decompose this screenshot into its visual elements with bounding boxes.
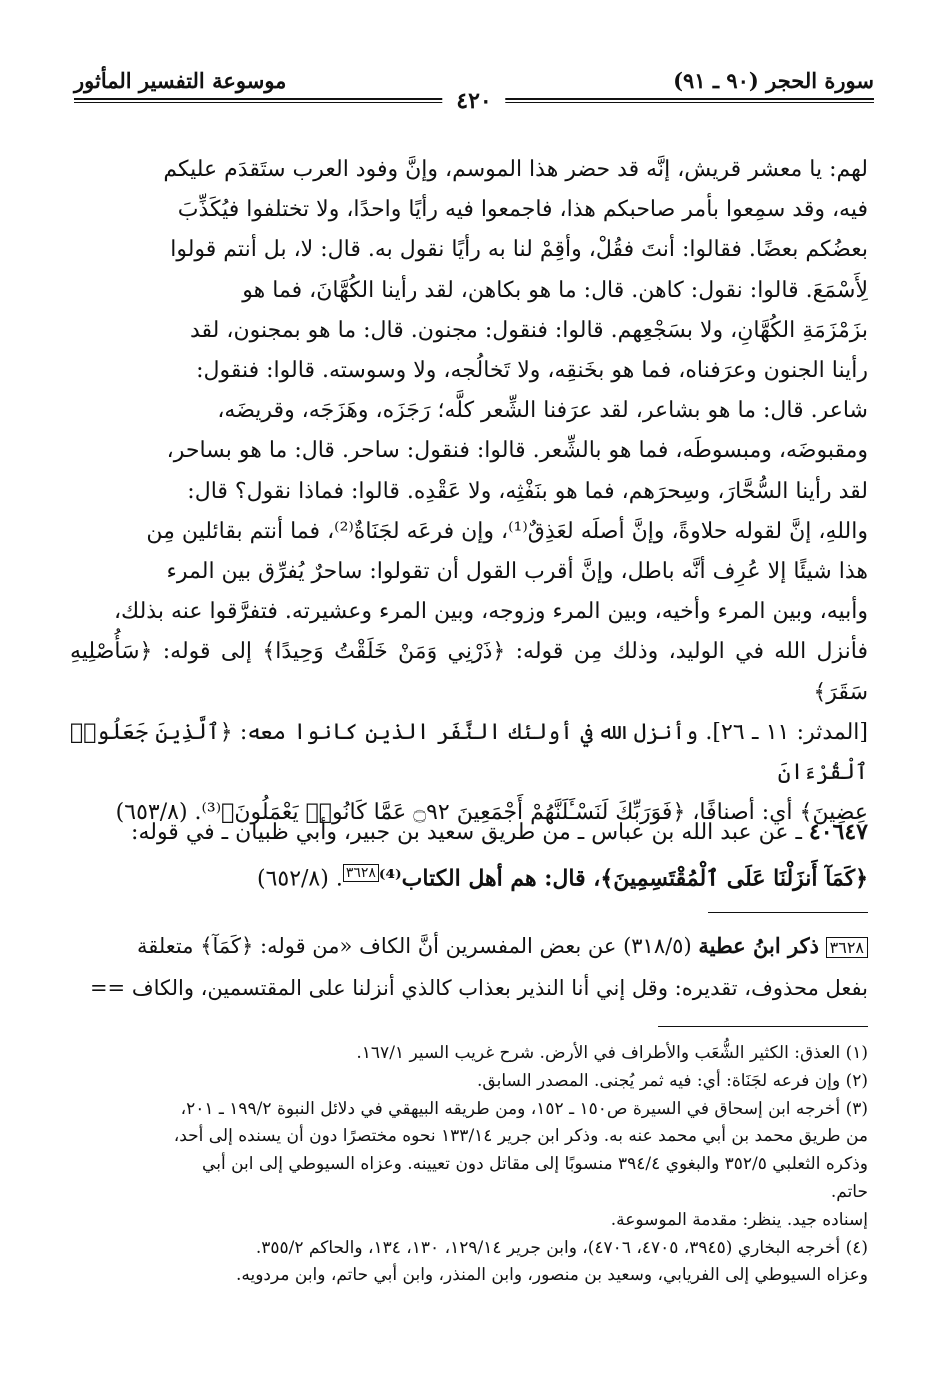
text-line: وأبيه، وبين المرء وأخيه، وبين المرء وزوجه، وبين المرء وعشيرته. فتفرَّقوا عنه بذلك، bbox=[113, 599, 868, 625]
text-line: فيه، وقد سمِعوا بأمر صاحبكم هذا، فاجمعوا فيه رأيًا واحدًا، ولا تختلفوا فيُكَذِّبَ bbox=[177, 197, 868, 223]
hadith-entry bbox=[70, 812, 868, 899]
text-line: واللهِ، إنَّ لقوله حلاوةً، وإنَّ أصلَه لعَذِقٌ⁽¹⁾، وإن فرعَه لجَنَاةٌ⁽²⁾، فما أنتم بقائلين مِن bbox=[146, 518, 868, 544]
hadith-line-1 bbox=[70, 812, 868, 853]
hadith-text-2: ﴿كَمَآ أَنزَلْنَا عَلَى ٱلْمُقْتَسِمِينَ﴾، قال: هم أهل الكتاب⁽⁴⁾ bbox=[378, 865, 868, 892]
hadith-ref: . (٦٥٢/٨) bbox=[256, 866, 343, 892]
footnote-separator bbox=[658, 1026, 868, 1027]
footnote-line: (٢) وإن فرعه لجَنَاة: أي: فيه ثمر يُجنى. المصدر السابق. bbox=[477, 1070, 868, 1091]
commentary-line-1 bbox=[70, 926, 868, 968]
footnote-line: من طريق محمد بن أبي محمد عنه به. وذكر ابن جرير ١٣٣/١٤ نحوه مختصرًا دون أن يسنده إلى أحد، bbox=[173, 1126, 868, 1147]
footnote-line: (٤) أخرجه البخاري (٣٩٤٥، ٤٧٠٥، ٤٧٠٦)، وابن جرير ١٢٩/١٤، ١٣٠، ١٣٤، والحاكم ٣٥٥/٢. bbox=[255, 1237, 868, 1258]
text-line: ومقبوضَه، ومبسوطَه، فما هو بالشِّعر. قالوا: فنقول: ساحر. قال: ما هو بساحر، bbox=[166, 438, 868, 464]
footnote-line: (١) العذق: الكثير الشُّعَب والأطراف في الأرض. شرح غريب السير ١٦٧/١. bbox=[356, 1043, 868, 1063]
footnote-line: (٣) أخرجه ابن إسحاق في السيرة ص١٥٠ ـ ١٥٢، ومن طريقه البيهقي في دلائل النبوة ١٩٩/٢ ـ ٢٠١، bbox=[180, 1098, 868, 1119]
hadith-number: ٤٠٦٤٧ bbox=[808, 819, 868, 845]
page-number: ٤٢٠ bbox=[442, 88, 505, 114]
text-line: بعضُكم بعضًا. فقالوا: أنتَ فقُلْ، وأقِمْ لنا به رأيًا نقول به. قال: لا، بل أنتم قولوا bbox=[170, 237, 868, 263]
text-line: لقد رأينا السُّحَّارَ، وسِحرَهم، فما هو بنَفْثِه، ولا عَقْدِه. قالوا: فماذا نقول؟ قال: bbox=[187, 478, 868, 504]
text-line: عِضِينَ﴾ أي: أصنافًا، ﴿فَوَرَبِّكَ لَنَسْـَٔلَنَّهُمْ أَجْمَعِينَ ۝٩٢ عَمَّا كَانُوا۟ يَعْمَلُونَ﴾⁽³⁾. (٦٥٣/٨) bbox=[115, 800, 868, 826]
commentary-text: (٣١٨/٥) عن بعض المفسرين أنَّ الكاف «من قوله: ﴿كَمَآ﴾ متعلقة bbox=[136, 934, 692, 958]
surah-title: سورة الحجر (٩٠ ـ ٩١) bbox=[673, 68, 874, 93]
footnotes bbox=[70, 1040, 868, 1290]
commentary-author: ذكر ابنُ عطية bbox=[698, 933, 819, 958]
text-line: هذا شيئًا إلا عُرِف أنَّه باطل، وإنَّ أقرب القول أن تقولوا: ساحرٌ يُفرِّق بين المرء bbox=[166, 559, 868, 585]
footnote-line: حاتم. bbox=[830, 1181, 868, 1202]
text-line: بزَمْزَمَةِ الكُهَّانِ، ولا بسَجْعِهم. قالوا: فنقول: مجنون. قال: ما هو بمجنون، لقد bbox=[189, 317, 868, 343]
book-title: موسوعة التفسير المأثور bbox=[74, 68, 287, 93]
footnote-line: إسناده جيد. ينظر: مقدمة الموسوعة. bbox=[610, 1209, 868, 1230]
commentary-ref-box: ٣٦٢٨ bbox=[343, 864, 379, 882]
commentary-number: ٣٦٢٨ bbox=[826, 937, 868, 958]
commentary-line-2: بفعل محذوف، تقديره: وقل إني أنا النذير بعذاب كالذي أنزلنا على المقتسمين، والكاف == bbox=[89, 976, 868, 1000]
text-line: [المدثر: ١١ ـ ٢٦]. وأنزل الله في أولئك النَّفَر الذين كانوا معه: ﴿ٱلَّذِينَ جَعَلُوا۟ ٱلْقُرْءَانَ bbox=[70, 719, 868, 786]
hadith-text: ـ عن عبد الله بن عباس ـ من طريق سعيد بن جبير، وأبي ظبيان ـ في قوله: bbox=[131, 820, 802, 845]
text-line: رأينا الجنون وعرَفناه، فما هو بخَنقِه، ولا تَخالُجه، ولا وسوسته. قالوا: فنقول: bbox=[196, 358, 868, 384]
commentary-note bbox=[70, 926, 868, 1008]
footnote-line: وعزاه السيوطي إلى الفريابي، وسعيد بن منصور، وابن المنذر، وابن أبي حاتم، وابن مردويه. bbox=[235, 1265, 868, 1286]
commentary-separator bbox=[708, 912, 868, 913]
text-line: لهم: يا معشر قريش، إنَّه قد حضر هذا الموسم، وإنَّ وفود العرب ستَقدَم عليكم bbox=[163, 157, 868, 182]
text-line: فأنزل الله في الوليد، وذلك مِن قوله: ﴿ذَرْنِي وَمَنْ خَلَقْتُ وَحِيدًا﴾ إلى قوله: ﴿سَأُصْلِيهِ سَقَرَ﴾ bbox=[70, 639, 868, 705]
page-header bbox=[74, 60, 874, 120]
main-text bbox=[70, 150, 868, 833]
text-line: لِأَسْمَعَ. قالوا: نقول: كاهن. قال: ما هو بكاهن، لقد رأينا الكُهَّانَ، فما هو bbox=[242, 277, 868, 303]
footnote-line: وذكره الثعلبي ٣٥٢/٥ والبغوي ٣٩٤/٤ منسوبًا إلى مقاتل دون تعيينه. وعزاه السيوطي إلى ابن أبي bbox=[202, 1154, 868, 1175]
hadith-line-2 bbox=[70, 853, 868, 899]
text-line: شاعر. قال: ما هو بشاعر، لقد عرَفنا الشِّعر كلَّه؛ رَجَزَه، وهَزَجَه، وقريضَه، bbox=[217, 398, 868, 424]
